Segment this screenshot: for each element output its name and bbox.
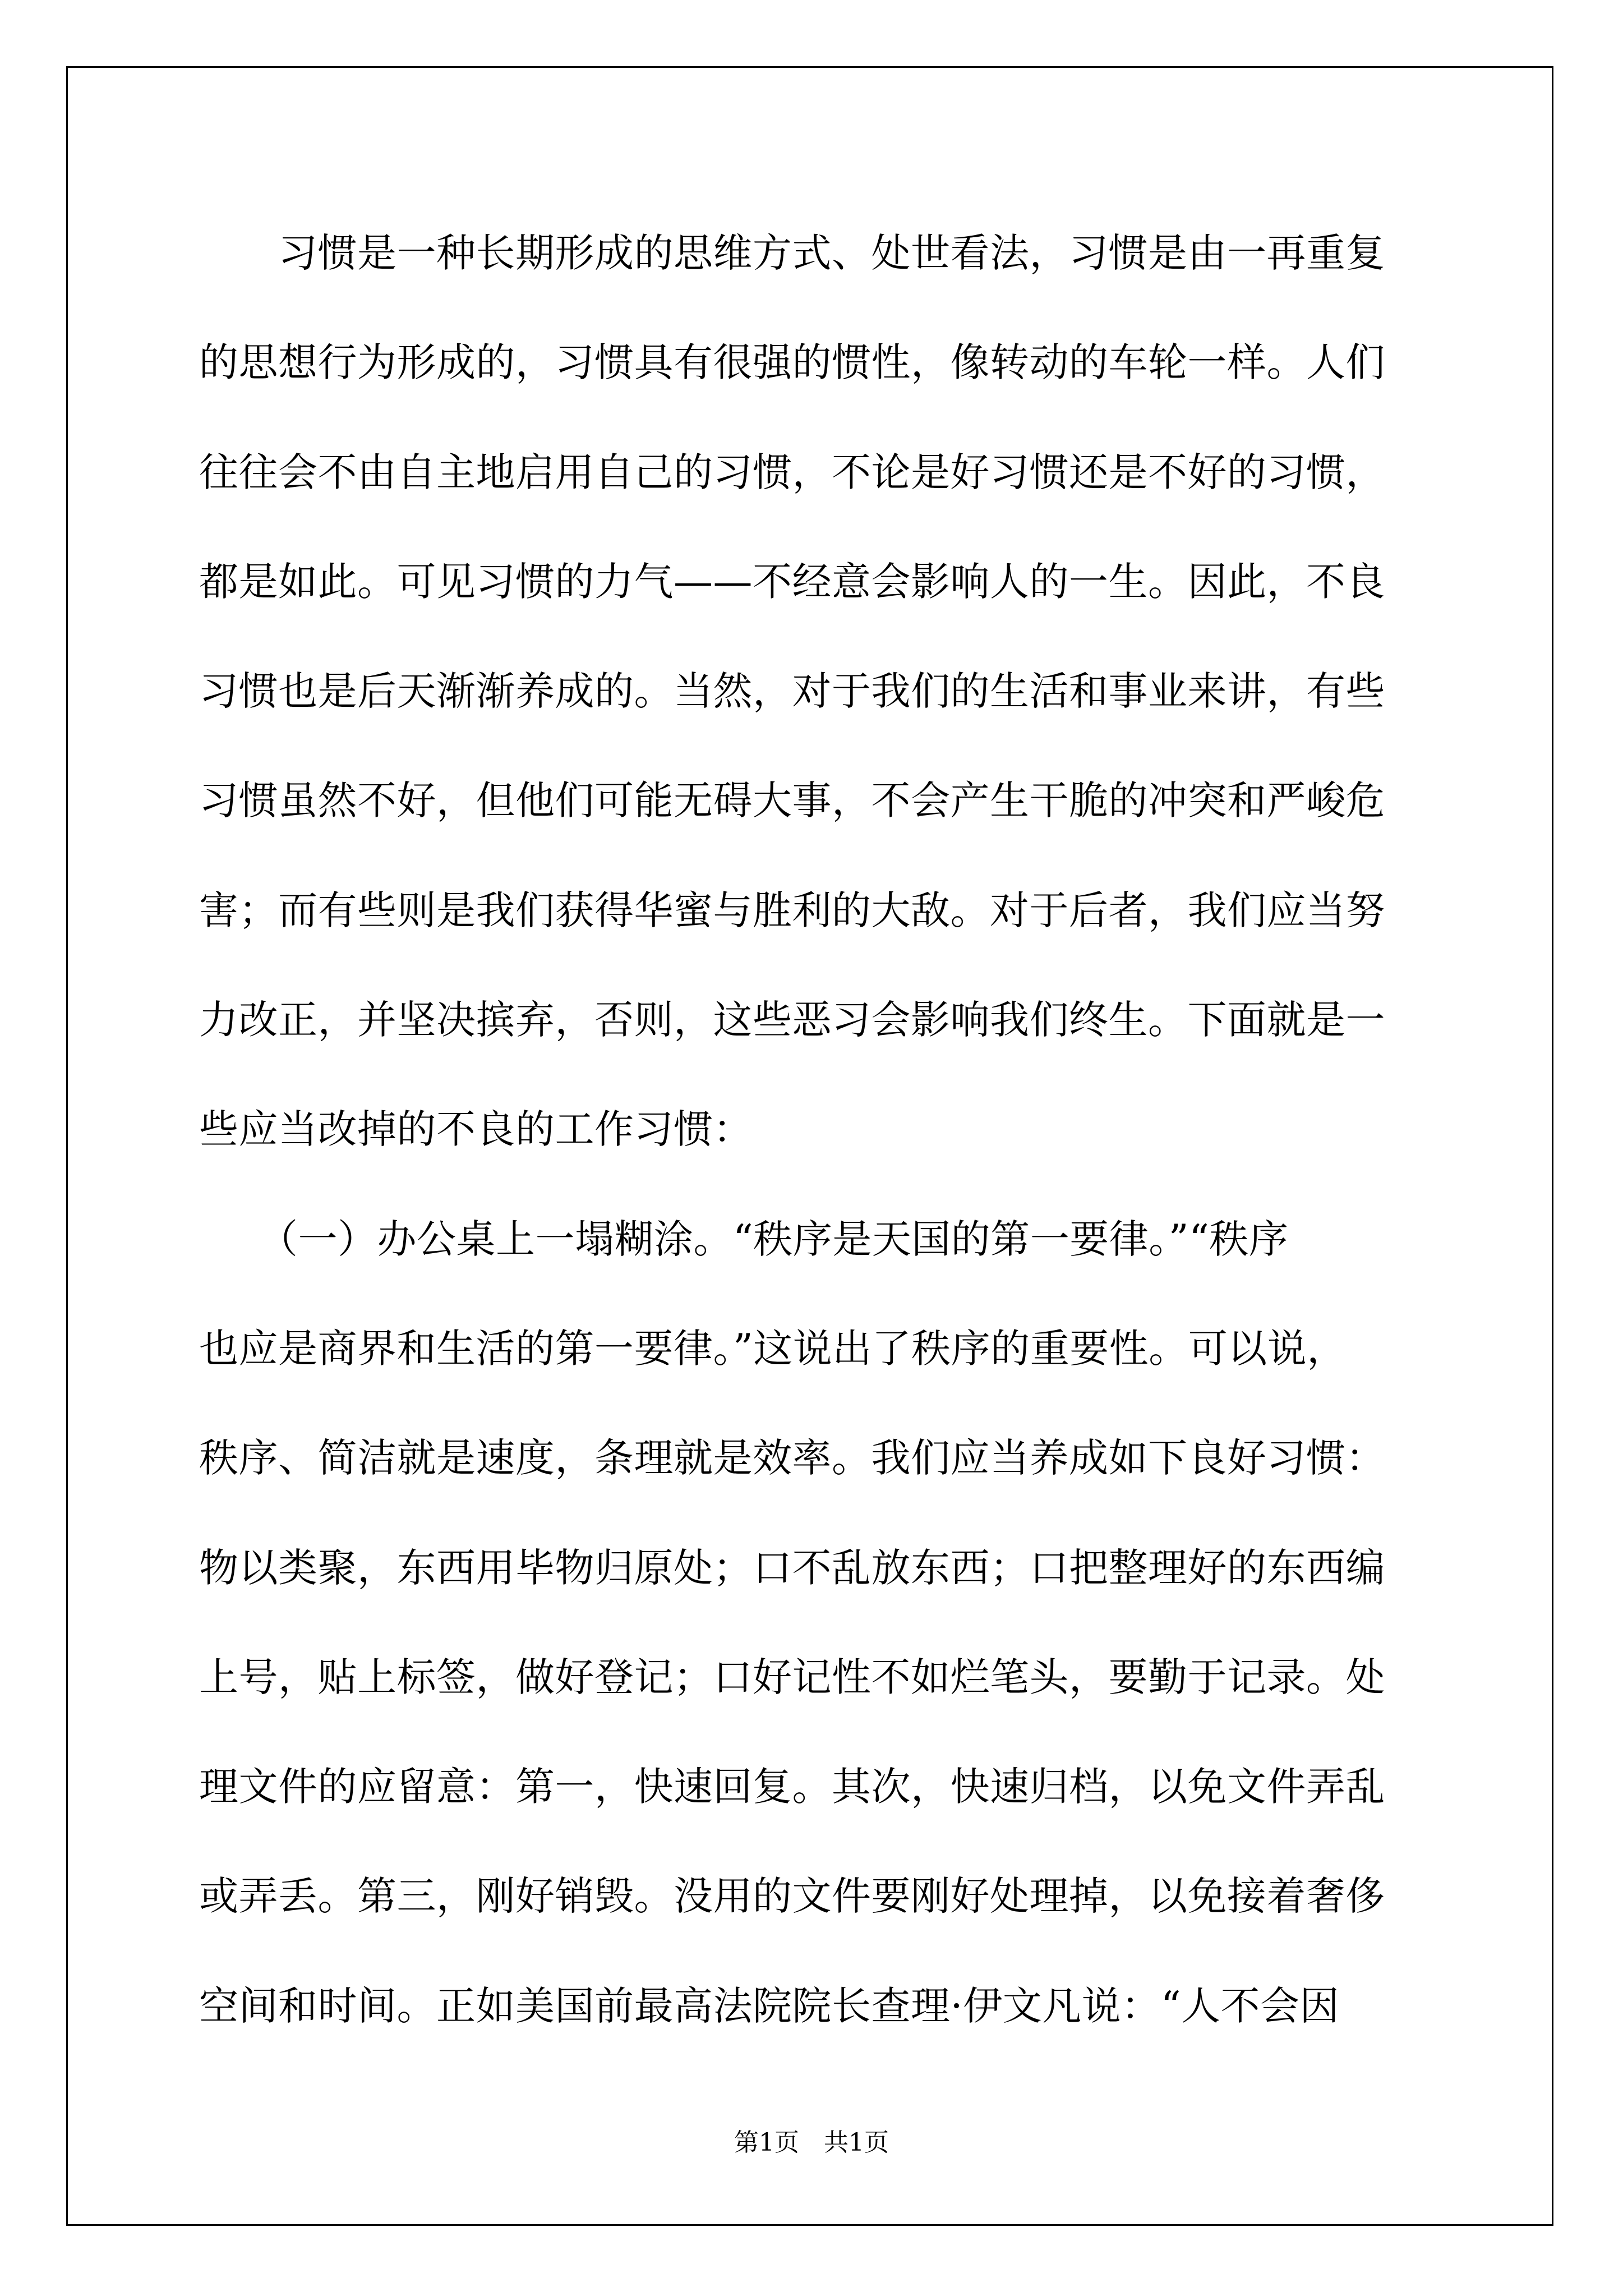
text-line: 害；而有些则是我们获得华蜜与胜利的大敌。对于后者，我们应当努: [199, 887, 1385, 933]
text-line: 些应当改掉的不良的工作习惯：: [199, 1106, 753, 1153]
text-line: 力改正，并坚决摈弃，否则，这些恶习会影响我们终生。下面就是一: [199, 997, 1385, 1043]
text-line: 习惯是一种长期形成的思维方式、处世看法，习惯是由一再重复: [199, 230, 1385, 276]
text-line: 的思想行为形成的，习惯具有很强的惯性，像转动的车轮一样。人们: [199, 339, 1385, 386]
document-body: [199, 222, 1433, 2085]
text-line: 秩序、简洁就是速度，条理就是效率。我们应当养成如下良好习惯：: [199, 1435, 1385, 1481]
text-line: 往往会不由自主地启用自己的习惯，不论是好习惯还是不好的习惯，: [199, 449, 1385, 495]
text-line: 也应是商界和生活的第一要律。”这说出了秩序的重要性。可以说，: [199, 1325, 1347, 1372]
text-line: 都是如此。可见习惯的力气——不经意会影响人的一生。因此，不良: [199, 558, 1385, 605]
text-line: 理文件的应留意：第一，快速回复。其次，快速归档，以免文件弄乱: [199, 1764, 1385, 1810]
text-line: 习惯也是后天渐渐养成的。当然，对于我们的生活和事业来讲，有些: [199, 668, 1385, 715]
text-line: 习惯虽然不好，但他们可能无碍大事，不会产生干脆的冲突和严峻危: [199, 777, 1385, 824]
text-line: 或弄丢。第三，刚好销毁。没用的文件要刚好处理掉，以免接着奢侈: [199, 1873, 1385, 1920]
page-number: 第1页 共1页: [734, 2128, 889, 2157]
text-line: 物以类聚，东西用毕物归原处；口不乱放东西；口把整理好的东西编: [199, 1544, 1385, 1591]
text-line: （一）办公桌上一塌糊涂。“秩序是天国的第一要律。”“秩序: [199, 1216, 1289, 1262]
text-line: 空间和时间。正如美国前最高法院院长查理·伊文凡说：“人不会因: [199, 1982, 1340, 2029]
text-line: 上号，贴上标签，做好登记；口好记性不如烂笔头，要勤于记录。处: [199, 1654, 1385, 1700]
